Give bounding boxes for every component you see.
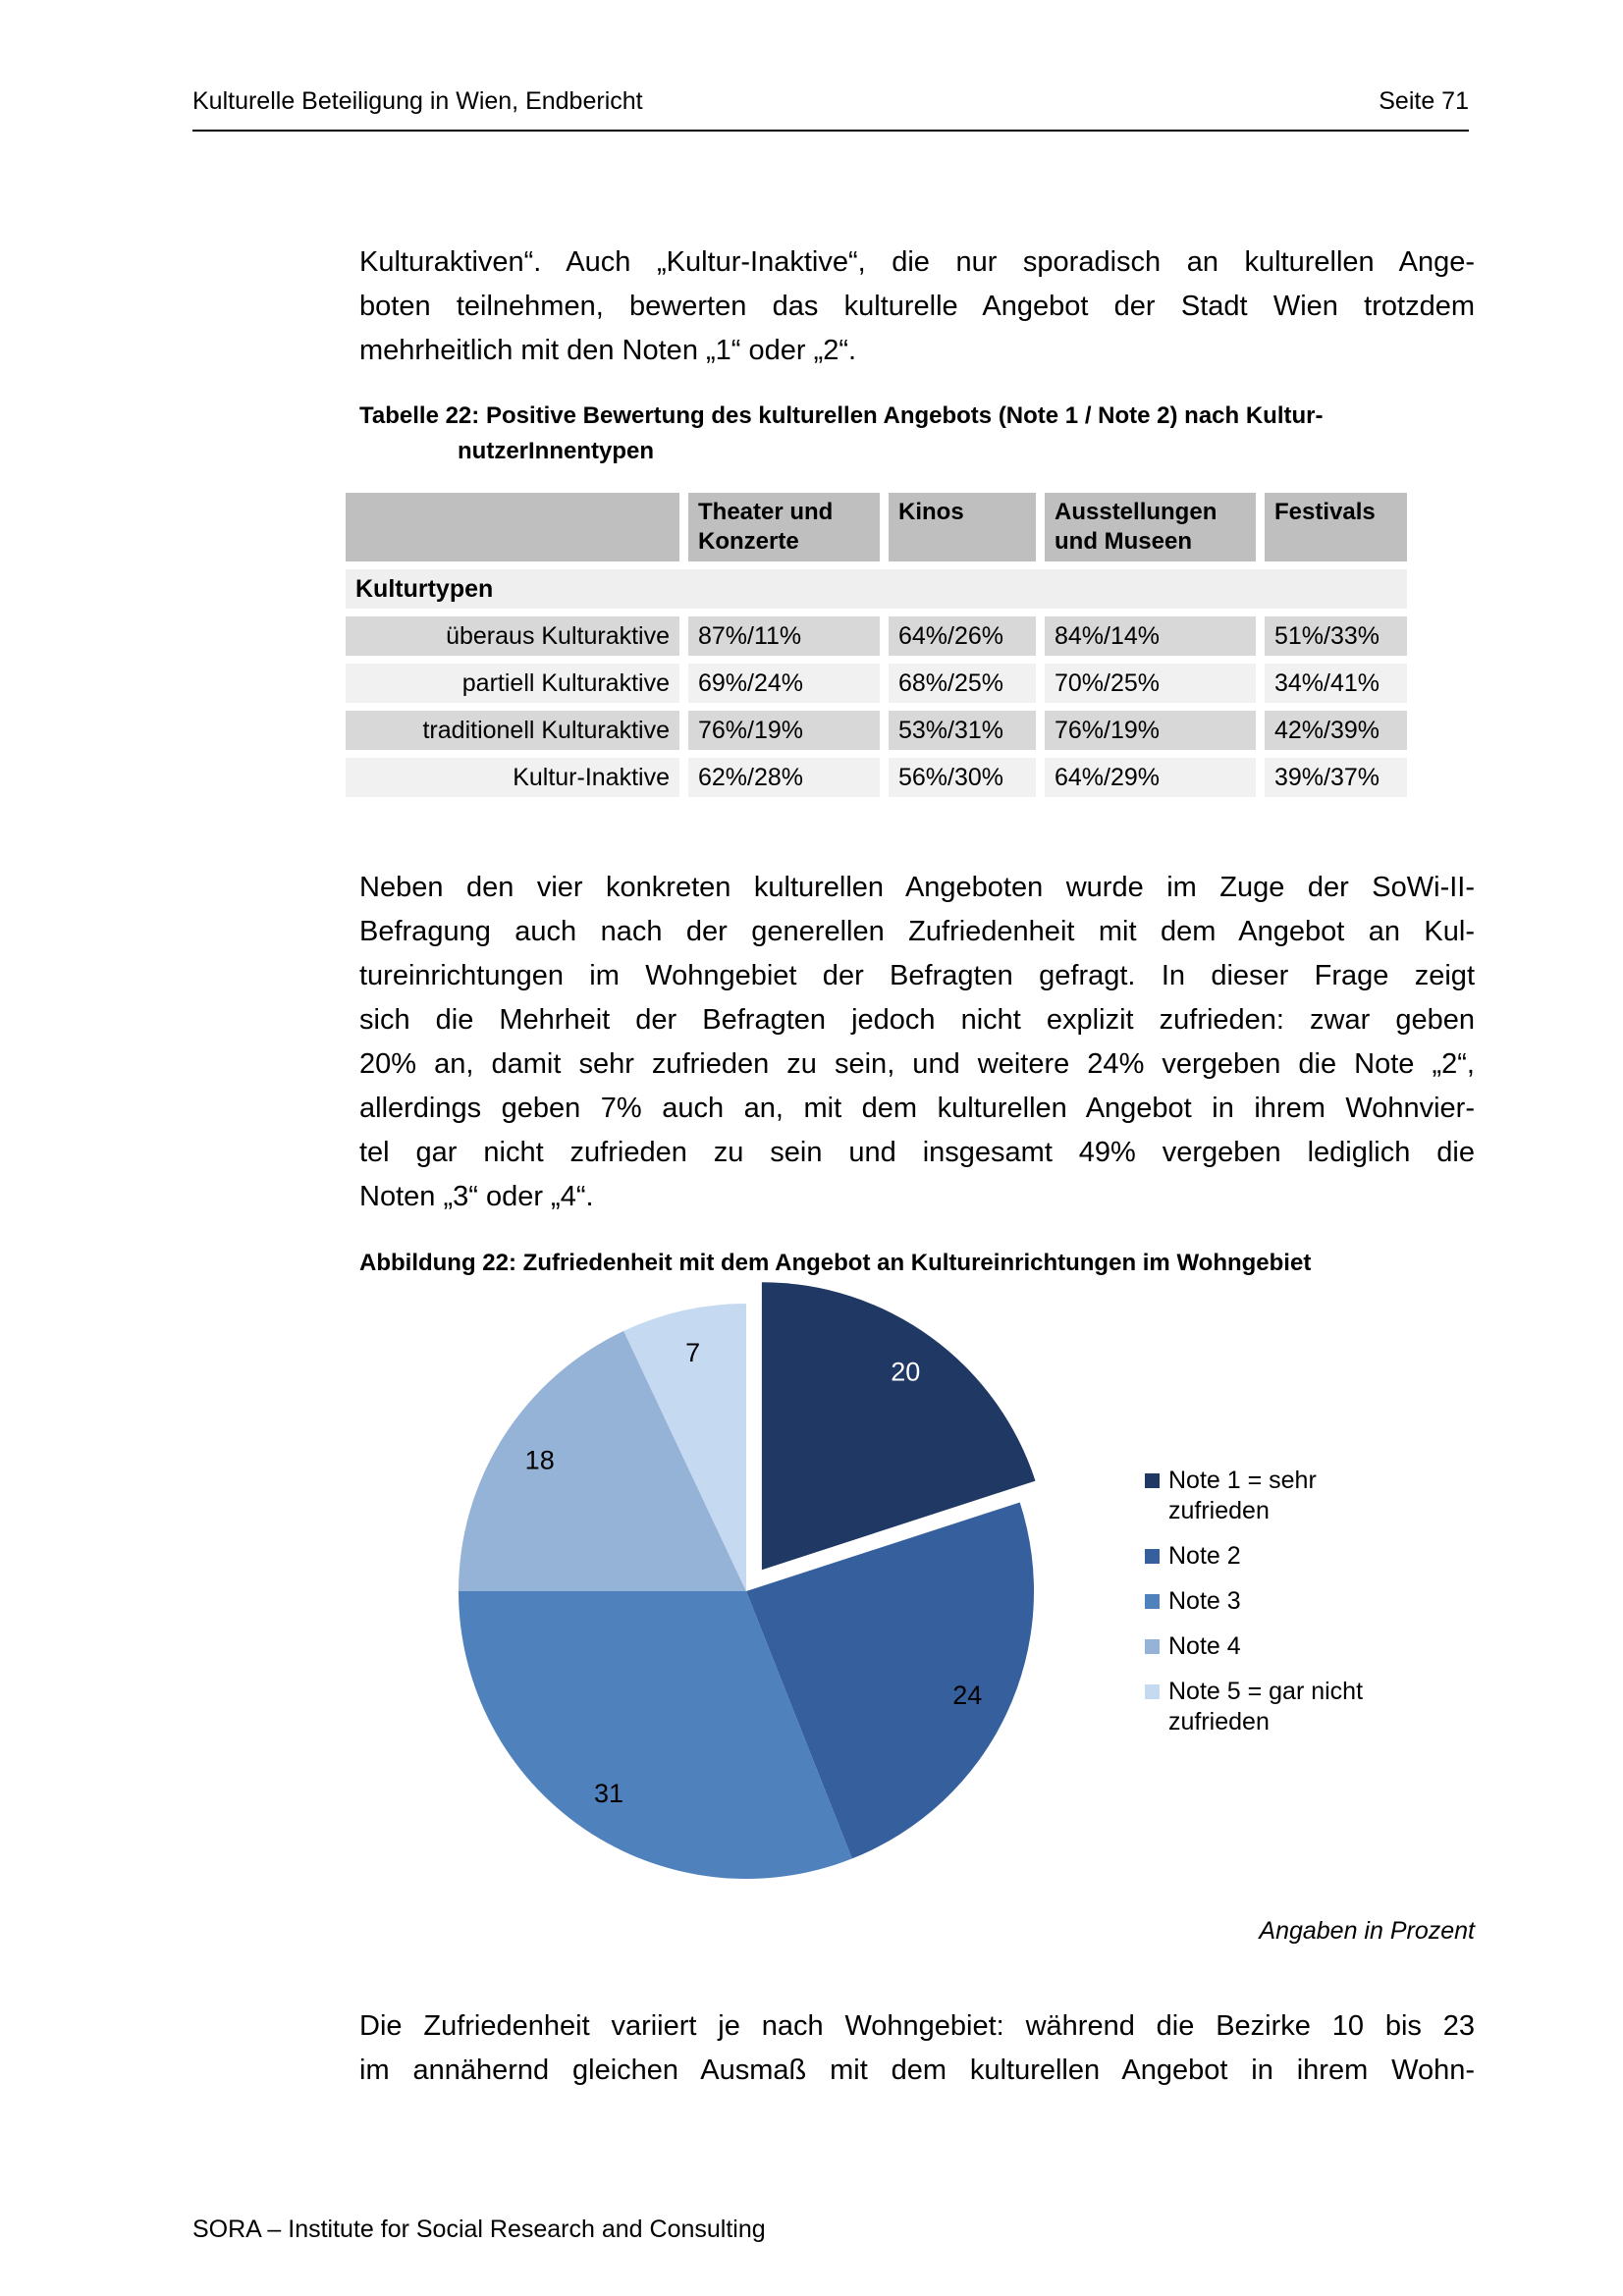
- footer-text: SORA – Institute for Social Research and Consulting: [192, 2216, 766, 2243]
- value-cell: 84%/14%: [1045, 616, 1256, 656]
- table-caption-line-1: Tabelle 22: Positive Bewertung des kulturellen Angebots (Note 1 / Note 2) nach Kultur-: [359, 402, 1324, 429]
- legend-item-note-2: [1145, 1541, 1380, 1572]
- row-label: überaus Kulturaktive: [346, 616, 679, 656]
- figure-caption: Abbildung 22: Zufriedenheit mit dem Angebot an Kultureinrichtungen im Wohngebiet: [359, 1250, 1312, 1276]
- text-line: mehrheitlich mit den Noten „1“ oder „2“.: [359, 335, 857, 366]
- legend-label-note-5: Note 5 = gar nicht zufrieden: [1168, 1678, 1364, 1735]
- legend-item-note-3: [1145, 1586, 1380, 1617]
- pie-chart: [422, 1262, 1070, 1910]
- page-content: [355, 240, 1475, 2093]
- legend-swatch-note-1: [1145, 1473, 1160, 1488]
- paragraph-2: [359, 866, 1475, 1219]
- text-line: tel gar nicht zufrieden zu sein und insgesamt 49% vergeben lediglich die: [359, 1137, 1475, 1168]
- table-row: [346, 758, 1407, 797]
- table-header-row: [346, 493, 1407, 561]
- value-cell: 39%/37%: [1265, 758, 1407, 797]
- legend-swatch-note-3: [1145, 1594, 1160, 1609]
- text-line: Kulturaktiven“. Auch „Kultur-Inaktive“, die nur sporadisch an kulturellen Ange-: [359, 246, 1475, 278]
- text-line: im annähernd gleichen Ausmaß mit dem kulturellen Angebot in ihrem Wohn-: [359, 2055, 1475, 2086]
- table-section-row: [346, 569, 1407, 609]
- table-row: [346, 711, 1407, 750]
- text-line: 20% an, damit sehr zufrieden zu sein, und weitere 24% vergeben die Note „2“,: [359, 1048, 1475, 1080]
- legend-swatch-note-4: [1145, 1639, 1160, 1654]
- value-cell: 70%/25%: [1045, 664, 1256, 703]
- legend-label-note-4: Note 4: [1168, 1632, 1241, 1660]
- header-cell-festivals: Festivals: [1265, 493, 1407, 561]
- table-caption: [359, 399, 1475, 469]
- value-cell: 87%/11%: [688, 616, 880, 656]
- legend-swatch-note-2: [1145, 1549, 1160, 1564]
- value-cell: 34%/41%: [1265, 664, 1407, 703]
- text-line: allerdings geben 7% auch an, mit dem kulturellen Angebot in ihrem Wohnvier-: [359, 1093, 1475, 1124]
- page-number: Seite 71: [1379, 87, 1469, 115]
- value-cell: 62%/28%: [688, 758, 880, 797]
- text-line: sich die Mehrheit der Befragten jedoch nicht explizit zufrieden: zwar geben: [359, 1004, 1475, 1036]
- value-cell: 76%/19%: [688, 711, 880, 750]
- pie-figure: [359, 1294, 1475, 1883]
- table-caption-line-2: nutzerInnentypen: [458, 438, 655, 464]
- text-line: boten teilnehmen, bewerten das kulturelle Angebot der Stadt Wien trotzdem: [359, 291, 1475, 322]
- pie-slice-value-label: 24: [952, 1681, 983, 1710]
- legend-label-note-1: Note 1 = sehr zufrieden: [1168, 1467, 1317, 1524]
- row-label: partiell Kulturaktive: [346, 664, 679, 703]
- running-header: [192, 86, 1469, 132]
- legend-label-note-3: Note 3: [1168, 1587, 1241, 1615]
- text-line: Neben den vier konkreten kulturellen Angeboten wurde im Zuge der SoWi-II-: [359, 872, 1475, 903]
- value-cell: 76%/19%: [1045, 711, 1256, 750]
- header-cell-theater: Theater und Konzerte: [688, 493, 880, 561]
- value-cell: 53%/31%: [889, 711, 1036, 750]
- value-cell: 69%/24%: [688, 664, 880, 703]
- value-cell: 56%/30%: [889, 758, 1036, 797]
- chart-legend: [1145, 1466, 1380, 1737]
- pie-slice-value-label: 7: [685, 1337, 701, 1367]
- value-cell: 42%/39%: [1265, 711, 1407, 750]
- legend-item-note-1: [1145, 1466, 1380, 1526]
- pie-slice-value-label: 31: [593, 1779, 624, 1808]
- legend-item-note-5: [1145, 1677, 1380, 1737]
- legend-item-note-4: [1145, 1631, 1380, 1662]
- section-label: Kulturtypen: [346, 569, 1407, 609]
- legend-swatch-note-5: [1145, 1684, 1160, 1699]
- table-row: [346, 616, 1407, 656]
- table-row: [346, 664, 1407, 703]
- rating-table: [337, 485, 1416, 805]
- paragraph-1: [359, 240, 1475, 373]
- text-line: Die Zufriedenheit variiert je nach Wohngebiet: während die Bezirke 10 bis 23: [359, 2010, 1475, 2042]
- paragraph-3: [359, 2004, 1475, 2093]
- text-line: Noten „3“ oder „4“.: [359, 1181, 594, 1212]
- value-cell: 51%/33%: [1265, 616, 1407, 656]
- pie-slice-value-label: 18: [524, 1445, 555, 1475]
- header-cell-ausstellungen: Ausstellungen und Museen: [1045, 493, 1256, 561]
- running-header-title: Kulturelle Beteiligung in Wien, Endbericht: [192, 87, 643, 115]
- header-cell-kinos: Kinos: [889, 493, 1036, 561]
- header-cell-empty: [346, 493, 679, 561]
- value-cell: 64%/26%: [889, 616, 1036, 656]
- row-label: traditionell Kulturaktive: [346, 711, 679, 750]
- row-label: Kultur-Inaktive: [346, 758, 679, 797]
- value-cell: 64%/29%: [1045, 758, 1256, 797]
- chart-unit-note: Angaben in Prozent: [1259, 1917, 1475, 1945]
- legend-label-note-2: Note 2: [1168, 1542, 1241, 1570]
- text-line: Befragung auch nach der generellen Zufriedenheit mit dem Angebot an Kul-: [359, 916, 1475, 947]
- text-line: tureinrichtungen im Wohngebiet der Befragten gefragt. In dieser Frage zeigt: [359, 960, 1475, 991]
- value-cell: 68%/25%: [889, 664, 1036, 703]
- pie-slice-value-label: 20: [891, 1357, 921, 1387]
